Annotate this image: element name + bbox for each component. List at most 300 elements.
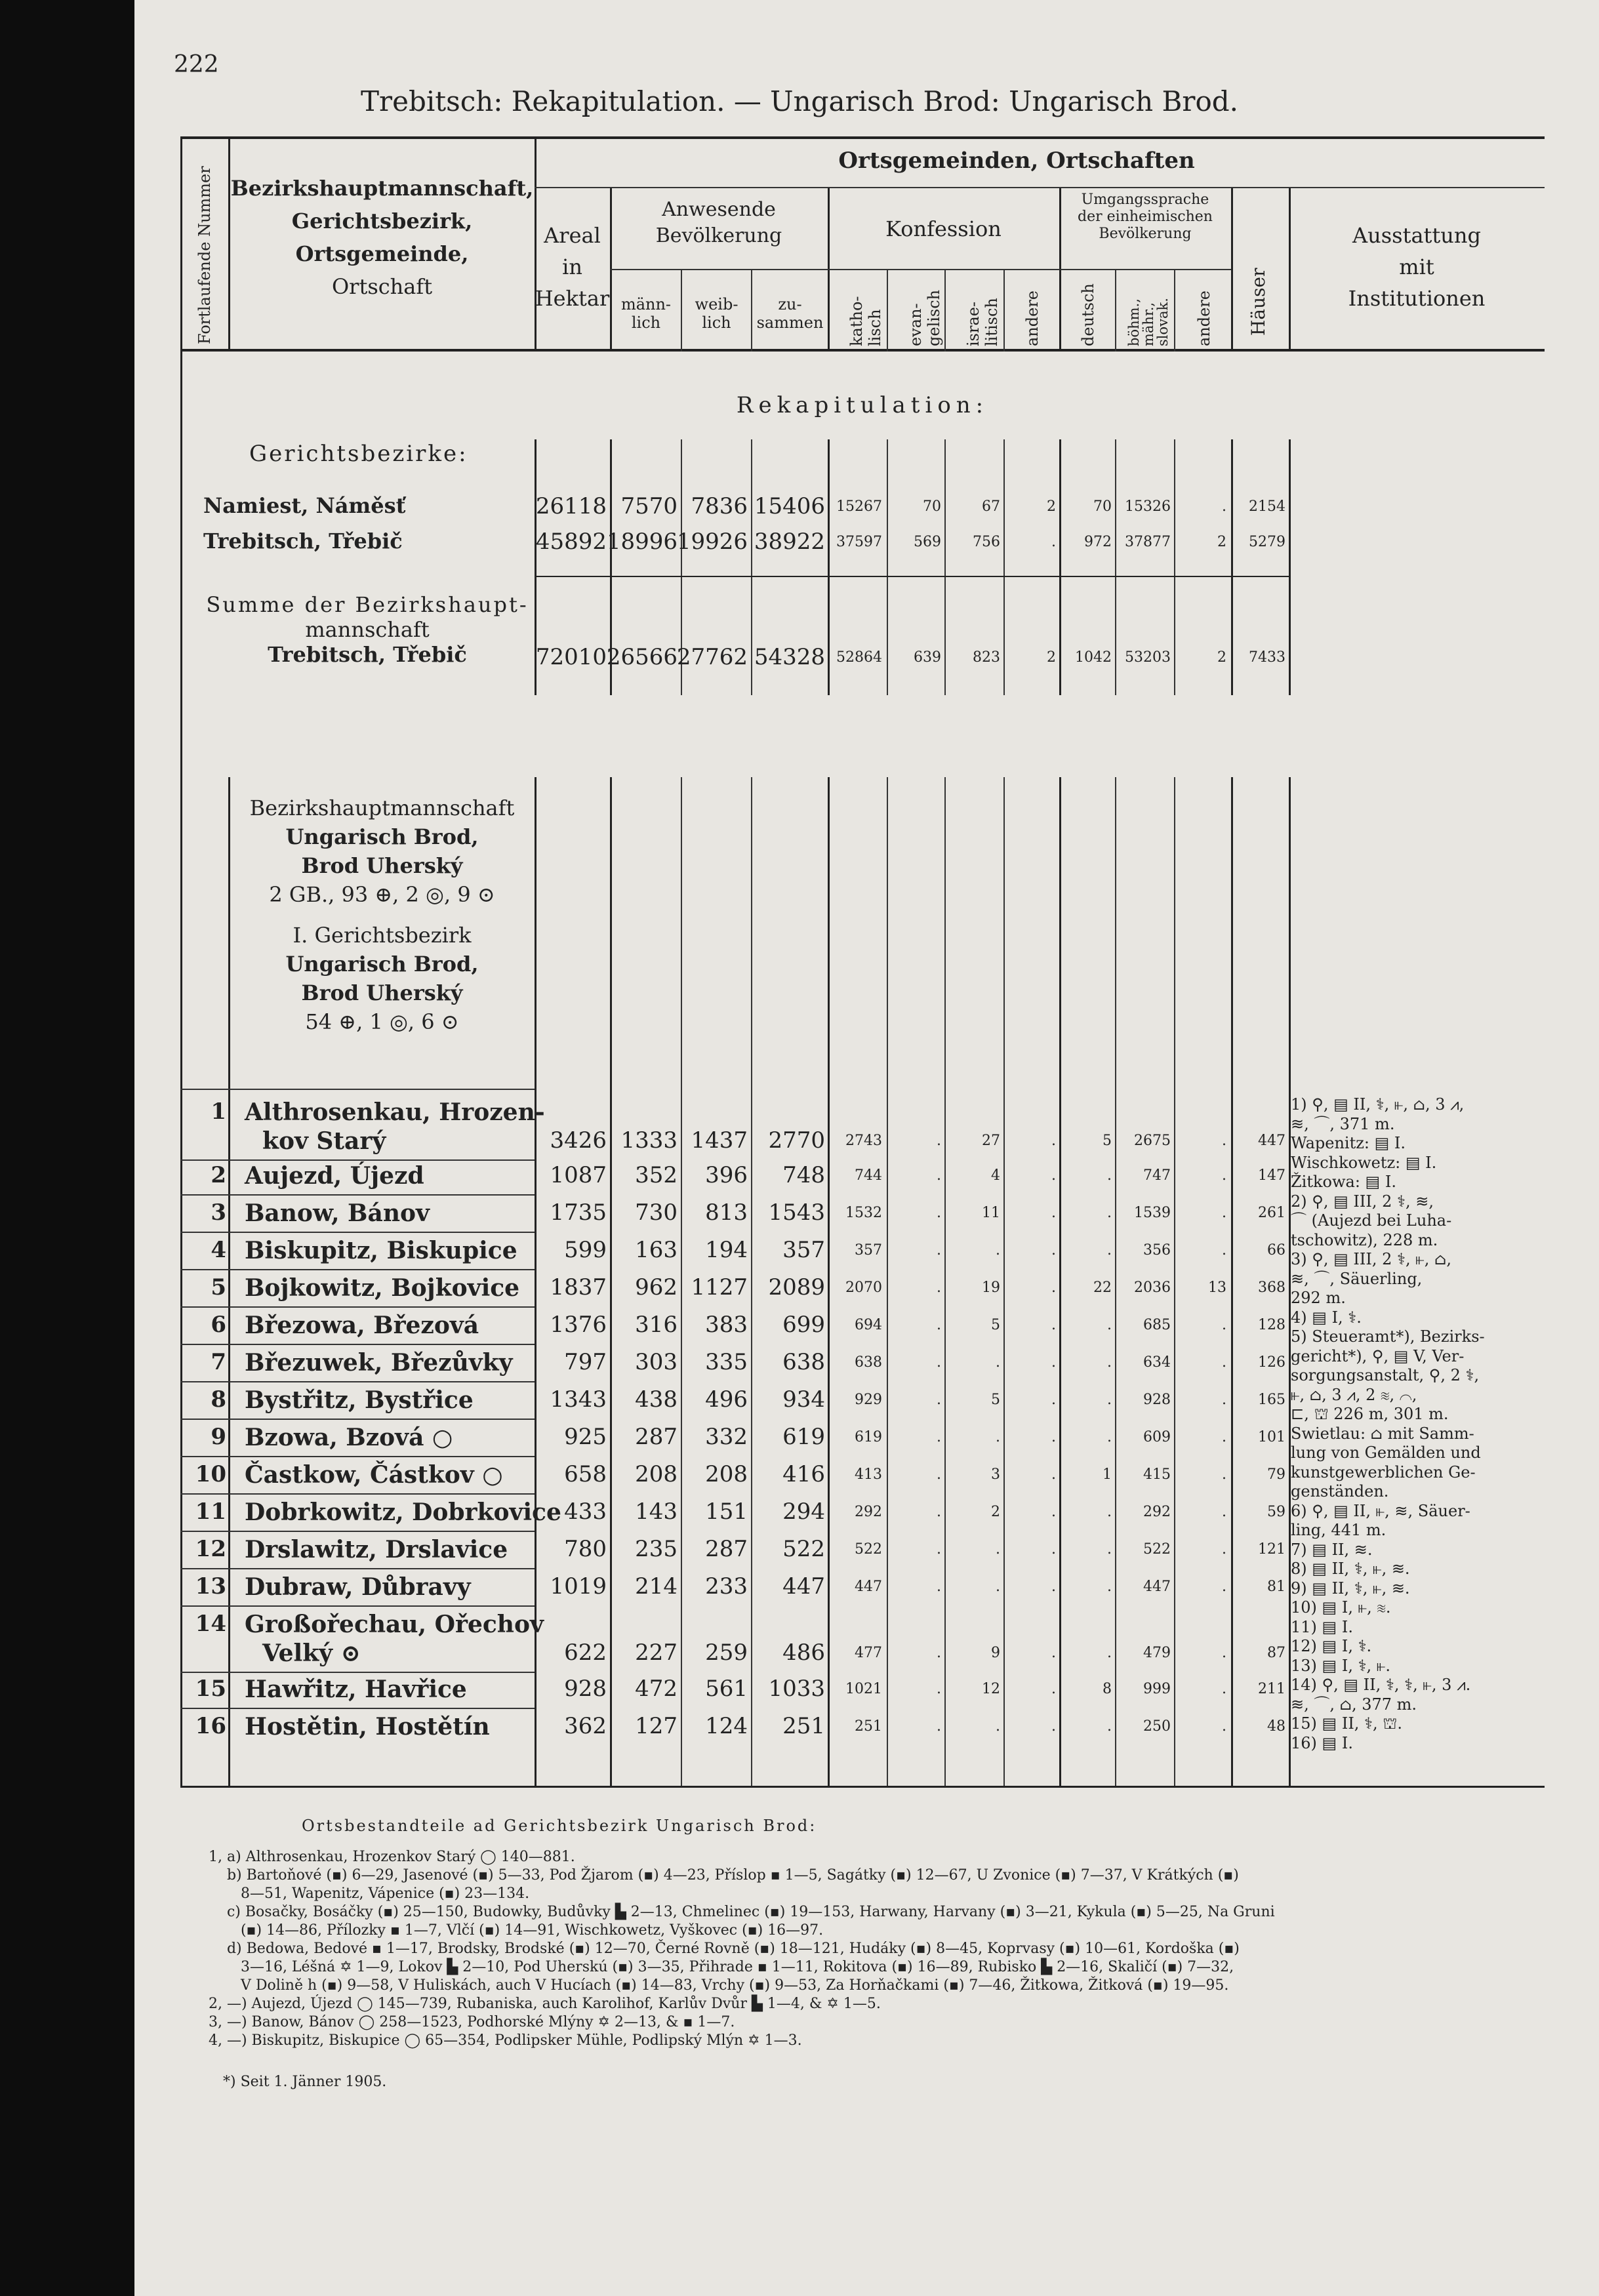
col-name-line3: Ortsgemeinde,: [295, 241, 469, 266]
row-15-isr: 12: [982, 1681, 1000, 1697]
row-1-haeuser: 447: [1258, 1133, 1285, 1149]
row-name: Březowa, Březová: [245, 1312, 479, 1339]
konf-div2: [944, 269, 946, 352]
row-13-andere: .: [1222, 1579, 1226, 1595]
row-8-andere: .: [1222, 1392, 1226, 1408]
haeuser-header: Häuser: [1247, 268, 1269, 336]
header-bottom-rule: [180, 349, 1545, 352]
konf-sub-rule: [828, 269, 1059, 270]
row-11-haeuser: 59: [1267, 1504, 1285, 1520]
row-4-z: 357: [782, 1237, 825, 1263]
row-7-isr: .: [996, 1354, 1000, 1371]
row-5-andere: 13: [1208, 1279, 1226, 1296]
row-9-z: 619: [782, 1424, 825, 1450]
note-line: 16) ▤ I.: [1291, 1733, 1353, 1752]
row-12-andere: .: [1222, 1541, 1226, 1558]
row-10-m: 208: [635, 1461, 678, 1487]
rekap-row-0-and: 2: [1047, 498, 1056, 515]
rekap-rule-13: [1289, 439, 1291, 695]
row-5-evang: .: [937, 1279, 941, 1296]
rekap-row-1-haeuser: 5279: [1249, 534, 1285, 550]
row-14-kath: 477: [855, 1645, 882, 1661]
summe-label: [203, 592, 531, 667]
row-10-boehm: 415: [1143, 1466, 1171, 1483]
row-2-deutsch: .: [1107, 1167, 1112, 1184]
row-separator: [180, 1159, 535, 1161]
row-2-and: .: [1051, 1167, 1056, 1184]
summe-and: 2: [1047, 649, 1056, 666]
ortsbestandteile-line: d) Bedowa, Bedové ▪ 1—17, Brodsky, Brodské (▪) 12—70, Černé Rovně (▪) 18—121, Hudáky (▪) 8—45, Koprvasy (▪) 10—61, Kordoška (▪): [209, 1941, 1240, 1957]
ortsbestandteile-line: c) Bosačky, Bosáčky (▪) 25—150, Budowky, Budůvky ▙ 2—13, Chmelinec (▪) 19—153, Harwany, Harvany (▪) 3—21, Kykula (▪) 5—25, Na Gruni: [209, 1904, 1275, 1920]
col-name-header: [230, 172, 535, 303]
row-2-kath: 744: [855, 1167, 882, 1184]
rekap-row-0-evang: 70: [923, 498, 941, 515]
row-13-evang: .: [937, 1579, 941, 1595]
rekap-row-1-deutsch: 972: [1084, 534, 1112, 550]
ausstattung-line1: Ausstattung: [1352, 223, 1481, 248]
row-9-deutsch: .: [1107, 1429, 1112, 1445]
rekap-row-1-isr: 756: [973, 534, 1000, 550]
row-12-areal: 780: [564, 1536, 607, 1562]
summe-z: 54328: [754, 644, 825, 670]
ortsbestandteile-line: V Dolině h (▪) 9—58, V Huliskách, auch V Hucíach (▪) 14—83, Vrchy (▪) 9—53, Za Horňačkami (▪) 7—46, Žitkowa, Žitková (▪) 19—95.: [209, 1977, 1229, 1994]
note-line: ≋, ⌒, ⌂, 377 m.: [1291, 1695, 1417, 1714]
row-1-w: 1437: [691, 1127, 748, 1154]
row-name-cont: Velký ⊙: [262, 1640, 361, 1667]
row-3-andere: .: [1222, 1205, 1226, 1221]
row-12-deutsch: .: [1107, 1541, 1112, 1558]
rekapitulation-title: Rekapitulation:: [736, 392, 989, 418]
rekap-row-name: Namiest, Náměsť: [203, 493, 406, 518]
row-separator: [180, 1419, 535, 1420]
note-line: 13) ▤ I, ⚕, ⫦.: [1291, 1656, 1390, 1675]
zusammen-header: zu-sammen: [756, 295, 824, 332]
row-4-boehm: 356: [1143, 1242, 1171, 1259]
areal-line3: Hektar: [535, 286, 610, 311]
row-14-haeuser: 87: [1267, 1645, 1285, 1661]
row-2-z: 748: [782, 1162, 825, 1188]
row-1-areal: 3426: [550, 1127, 607, 1154]
row-9-w: 332: [705, 1424, 748, 1450]
row-separator: [180, 1232, 535, 1233]
rekap-row-1-kath: 37597: [836, 534, 882, 550]
ortsbestandteile-title: Ortsbestandteile ad Gerichtsbezirk Ungarisch Brod:: [302, 1817, 817, 1835]
row-1-z: 2770: [768, 1127, 825, 1154]
row-9-isr: .: [996, 1429, 1000, 1445]
note-line: 3) ⚲, ▤ III, 2 ⚕, ⫦, ⌂,: [1291, 1250, 1451, 1268]
row-2-w: 396: [705, 1162, 748, 1188]
konfession-header: Konfession: [885, 216, 1002, 241]
row-14-z: 486: [782, 1640, 825, 1666]
row-5-z: 2089: [768, 1274, 825, 1300]
row-15-deutsch: 8: [1103, 1681, 1112, 1697]
note-line: ⊏, ⛫ 226 m, 301 m.: [1291, 1405, 1449, 1423]
summe-w: 27762: [676, 644, 748, 670]
row-14-and: .: [1051, 1645, 1056, 1661]
summe-kath: 52864: [836, 649, 882, 666]
row-4-m: 163: [635, 1237, 678, 1263]
row-6-z: 699: [782, 1312, 825, 1338]
note-line: 2) ⚲, ▤ III, 2 ⚕, ≋,: [1291, 1192, 1434, 1211]
row-separator: [180, 1672, 535, 1673]
ausstattung-line3: Institutionen: [1348, 286, 1486, 311]
summe-evang: 639: [914, 649, 941, 666]
row-13-kath: 447: [855, 1579, 882, 1595]
row-11-and: .: [1051, 1504, 1056, 1520]
row-7-kath: 638: [855, 1354, 882, 1371]
rekap-row-1-evang: 569: [914, 534, 941, 550]
row-14-deutsch: .: [1107, 1645, 1112, 1661]
row-14-areal: 622: [564, 1640, 607, 1666]
row-5-and: .: [1051, 1279, 1056, 1296]
row-15-evang: .: [937, 1681, 941, 1697]
note-line: 292 m.: [1291, 1289, 1346, 1307]
note-line: Wapenitz: ▤ I.: [1291, 1134, 1406, 1152]
note-line: 12) ▤ I, ⚕.: [1291, 1637, 1372, 1655]
maennlich-header: männ-lich: [620, 295, 672, 332]
row-15-z: 1033: [768, 1676, 825, 1702]
row-1-evang: .: [937, 1133, 941, 1149]
row-16-isr: .: [996, 1718, 1000, 1735]
row-10-isr: 3: [991, 1466, 1000, 1483]
row-16-andere: .: [1222, 1718, 1226, 1735]
row-6-boehm: 685: [1143, 1317, 1171, 1333]
row-10-z: 416: [782, 1461, 825, 1487]
row-12-evang: .: [937, 1541, 941, 1558]
rekap-row-1-z: 38922: [754, 529, 825, 555]
summe-line3: Trebitsch, Třebič: [268, 642, 467, 667]
note-line: 11) ▤ I.: [1291, 1617, 1353, 1636]
row-15-andere: .: [1222, 1681, 1226, 1697]
row-13-isr: .: [996, 1579, 1000, 1595]
summe-deutsch: 1042: [1075, 649, 1112, 666]
row-number: 15: [195, 1676, 226, 1702]
bev-sub-rule: [610, 269, 828, 270]
row-7-boehm: 634: [1143, 1354, 1171, 1371]
row-number: 9: [211, 1424, 226, 1450]
row-3-m: 730: [635, 1199, 678, 1226]
row-10-deutsch: 1: [1103, 1466, 1112, 1483]
bh-name1: Ungarisch Brod,: [285, 824, 479, 849]
summe-line2: mannschaft: [305, 617, 430, 642]
row-number: 13: [195, 1573, 226, 1600]
row-5-boehm: 2036: [1134, 1279, 1171, 1296]
gerichtsbezirke-label: Gerichtsbezirke:: [249, 441, 468, 467]
row-separator: [180, 1269, 535, 1270]
row-4-kath: 357: [855, 1242, 882, 1259]
row-2-andere: .: [1222, 1167, 1226, 1184]
row-12-m: 235: [635, 1536, 678, 1562]
row-name: Bzowa, Bzová ○: [245, 1424, 453, 1451]
row-6-areal: 1376: [550, 1312, 607, 1338]
note-line: 7) ▤ II, ≋.: [1291, 1540, 1373, 1559]
andere-konf-header: andere: [1023, 290, 1042, 346]
row-1-boehm: 2675: [1134, 1133, 1171, 1149]
rekap-row-0-haeuser: 2154: [1249, 498, 1285, 515]
row-name: Banow, Bánov: [245, 1199, 430, 1227]
rekap-row-0-andere: .: [1222, 498, 1226, 515]
row-name: Březuwek, Březůvky: [245, 1349, 513, 1377]
note-line: ≋, ⌒, 371 m.: [1291, 1114, 1395, 1133]
areal-header: [535, 220, 610, 314]
row-separator: [180, 1493, 535, 1495]
row-12-z: 522: [782, 1536, 825, 1562]
row-16-haeuser: 48: [1267, 1718, 1285, 1735]
row-3-boehm: 1539: [1134, 1205, 1171, 1221]
note-line: 6) ⚲, ▤ II, ⫦, ≋, Säuer-: [1291, 1501, 1470, 1520]
row-separator: [180, 1306, 535, 1308]
row-1-isr: 27: [982, 1133, 1000, 1149]
row-4-isr: .: [996, 1242, 1000, 1259]
row-3-areal: 1735: [550, 1199, 607, 1226]
rekap-row-0-m: 7570: [620, 493, 678, 519]
row-name: Hostětin, Hostětín: [245, 1713, 490, 1741]
row-name: Častkow, Částkov ○: [245, 1461, 503, 1489]
ortsbestandteile-line: 3, —) Banow, Bánov ◯ 258—1523, Podhorské Mlýny ✡ 2—13, & ▪ 1—7.: [209, 2014, 735, 2030]
row-8-m: 438: [635, 1386, 678, 1413]
note-line: ⫦, ⌂, 3 ⩘, 2 ≋, ⌒,: [1291, 1385, 1417, 1404]
row-5-m: 962: [635, 1274, 678, 1300]
anwesende-line1: Anwesende: [662, 198, 776, 221]
rekap-row-0-z: 15406: [754, 493, 825, 519]
summe-areal: 72010: [535, 644, 607, 670]
row-16-kath: 251: [855, 1718, 882, 1735]
row-11-isr: 2: [991, 1504, 1000, 1520]
row-8-evang: .: [937, 1392, 941, 1408]
row-name: Dubraw, Důbravy: [245, 1573, 471, 1601]
note-line: sorgungsanstalt, ⚲, 2 ⚕,: [1291, 1366, 1480, 1384]
boehm-header: böhm., mähr., slovak.: [1126, 298, 1171, 346]
row-6-kath: 694: [855, 1317, 882, 1333]
row-12-isr: .: [996, 1541, 1000, 1558]
row-5-isr: 19: [982, 1279, 1000, 1296]
row-13-areal: 1019: [550, 1573, 607, 1600]
row-16-z: 251: [782, 1713, 825, 1739]
areal-line1: Areal: [544, 223, 601, 248]
row-name: Drslawitz, Drslavice: [245, 1536, 508, 1563]
rekap-row-1-andere: 2: [1217, 534, 1226, 550]
spr-div1: [1115, 269, 1116, 352]
row-8-boehm: 928: [1143, 1392, 1171, 1408]
col-name-line2: Gerichtsbezirk,: [291, 209, 473, 233]
row-separator: [180, 1194, 535, 1196]
row-separator: [180, 1344, 535, 1345]
row-2-m: 352: [635, 1162, 678, 1188]
row-15-areal: 928: [564, 1676, 607, 1702]
row-8-areal: 1343: [550, 1386, 607, 1413]
row-number: 12: [195, 1536, 226, 1562]
row-name: Bojkowitz, Bojkovice: [245, 1274, 520, 1302]
row-3-z: 1543: [768, 1199, 825, 1226]
note-line: Swietlau: ⌂ mit Samm-: [1291, 1424, 1474, 1443]
ortsgemeinden-label: Ortsgemeinden, Ortschaften: [838, 148, 1195, 174]
row-name-cont: kov Starý: [262, 1127, 386, 1155]
page-number: 222: [174, 51, 219, 78]
row-8-isr: 5: [991, 1392, 1000, 1408]
anwesende-header: [610, 197, 828, 249]
row-6-haeuser: 128: [1258, 1317, 1285, 1333]
row-6-deutsch: .: [1107, 1317, 1112, 1333]
row-3-haeuser: 261: [1258, 1205, 1285, 1221]
rekap-row-1-m: 18996: [606, 529, 678, 555]
row-number: 2: [211, 1162, 226, 1188]
row-8-z: 934: [782, 1386, 825, 1413]
summe-m: 26566: [606, 644, 678, 670]
note-line: 10) ▤ I, ⫦, ≋.: [1291, 1598, 1391, 1617]
row-3-w: 813: [705, 1199, 748, 1226]
row-number: 11: [195, 1499, 226, 1525]
umgang-line2: der einheimischen: [1078, 209, 1213, 225]
note-line: 4) ▤ I, ⚕.: [1291, 1308, 1362, 1327]
row-8-haeuser: 165: [1258, 1392, 1285, 1408]
row-9-areal: 925: [564, 1424, 607, 1450]
row-7-w: 335: [705, 1349, 748, 1375]
summe-haeuser: 7433: [1249, 649, 1285, 666]
spr-sub-rule: [1059, 269, 1231, 270]
row-3-deutsch: .: [1107, 1205, 1112, 1221]
ortsbestandteile-line: 2, —) Aujezd, Újezd ◯ 145—739, Rubaniska, auch Karolihof, Karlův Dvůr ▙ 1—4, & ✡ 1—5.: [209, 1996, 881, 2012]
row-10-evang: .: [937, 1466, 941, 1483]
note-line: ≋, ⌒, Säuerling,: [1291, 1269, 1423, 1288]
rekap-row-1-areal: 45892: [535, 529, 607, 555]
row-11-kath: 292: [855, 1504, 882, 1520]
row-number: 7: [211, 1349, 226, 1375]
row-13-and: .: [1051, 1579, 1056, 1595]
row-9-haeuser: 101: [1258, 1429, 1285, 1445]
ortsbestandteile-line: 4, —) Biskupitz, Biskupice ◯ 65—354, Podlipsker Mühle, Podlipský Mlýn ✡ 1—3.: [209, 2032, 802, 2049]
row-5-kath: 2070: [845, 1279, 882, 1296]
row-10-and: .: [1051, 1466, 1056, 1483]
row-4-haeuser: 66: [1267, 1242, 1285, 1259]
row-2-haeuser: 147: [1258, 1167, 1285, 1184]
ortsbestandteile-line: 1, a) Althrosenkau, Hrozenkov Starý ◯ 140—881.: [209, 1849, 575, 1865]
row-15-kath: 1021: [845, 1681, 882, 1697]
row-14-w: 259: [705, 1640, 748, 1666]
row-11-andere: .: [1222, 1504, 1226, 1520]
row-16-w: 124: [705, 1713, 748, 1739]
row-11-m: 143: [635, 1499, 678, 1525]
summe-andere: 2: [1217, 649, 1226, 666]
row-14-isr: 9: [991, 1645, 1000, 1661]
summe-isr: 823: [973, 649, 1000, 666]
row-16-areal: 362: [564, 1713, 607, 1739]
row-number: 4: [211, 1237, 226, 1263]
row-2-isr: 4: [991, 1167, 1000, 1184]
row-10-haeuser: 79: [1267, 1466, 1285, 1483]
sprache-col-rule: [1231, 187, 1233, 352]
running-header: Trebitsch: Rekapitulation. — Ungarisch Brod: Ungarisch Brod.: [361, 85, 1238, 117]
row-separator: [180, 1605, 535, 1607]
row-separator: [180, 1708, 535, 1709]
row-15-and: .: [1051, 1681, 1056, 1697]
row-2-areal: 1087: [550, 1162, 607, 1188]
row-12-and: .: [1051, 1541, 1056, 1558]
andere-spr-header: andere: [1195, 290, 1213, 346]
row-12-haeuser: 121: [1258, 1541, 1285, 1558]
row-13-w: 233: [705, 1573, 748, 1600]
ortsbestandteile-line: b) Bartoňové (▪) 6—29, Jasenové (▪) 5—33, Pod Žjarom (▪) 4—23, Příslop ▪ 1—5, Sagátky (▪) 12—67, U Zvonice (▪) 7—37, V Krátkých (▪): [209, 1867, 1239, 1883]
row-11-areal: 433: [564, 1499, 607, 1525]
rekap-row-0-deutsch: 70: [1093, 498, 1112, 515]
rekap-row-0-areal: 26118: [535, 493, 607, 519]
row-3-kath: 1532: [845, 1205, 882, 1221]
row-7-evang: .: [937, 1354, 941, 1371]
anwesende-line2: Bevölkerung: [655, 224, 782, 247]
row-name: Bystřitz, Bystřice: [245, 1386, 474, 1414]
row-11-w: 151: [705, 1499, 748, 1525]
row-1-deutsch: 5: [1103, 1133, 1112, 1149]
note-line: Žitkowa: ▤ I.: [1291, 1173, 1396, 1191]
row-11-boehm: 292: [1143, 1504, 1171, 1520]
row-13-haeuser: 81: [1267, 1579, 1285, 1595]
table-left-rule: [180, 136, 182, 1786]
row-8-and: .: [1051, 1392, 1056, 1408]
note-line: kunstgewerblichen Ge-: [1291, 1462, 1476, 1481]
umgangssprache-header: [1059, 191, 1231, 243]
ortsgemeinden-rule: [535, 187, 1545, 188]
konf-div1: [887, 269, 888, 352]
star-footnote: *) Seit 1. Jänner 1905.: [223, 2074, 387, 2090]
row-13-z: 447: [782, 1573, 825, 1600]
row-16-and: .: [1051, 1718, 1056, 1735]
row-number: 5: [211, 1274, 226, 1300]
row-11-deutsch: .: [1107, 1504, 1112, 1520]
row-10-kath: 413: [855, 1466, 882, 1483]
row-1-andere: .: [1222, 1133, 1226, 1149]
rekap-row-1-boehm: 37877: [1125, 534, 1171, 550]
note-line: 8) ▤ II, ⚕, ⫦, ≋.: [1291, 1560, 1410, 1578]
note-line: genständen.: [1291, 1482, 1389, 1500]
note-line: lung von Gemälden und: [1291, 1443, 1481, 1462]
row-5-areal: 1837: [550, 1274, 607, 1300]
areal-line2: in: [562, 254, 582, 279]
rekap-sum-rule: [535, 576, 1289, 577]
row-6-m: 316: [635, 1312, 678, 1338]
row-11-z: 294: [782, 1499, 825, 1525]
row-7-z: 638: [782, 1349, 825, 1375]
row-4-w: 194: [705, 1237, 748, 1263]
bh-label: Bezirkshauptmannschaft: [249, 796, 515, 820]
row-3-and: .: [1051, 1205, 1056, 1221]
gb-name1: Ungarisch Brod,: [285, 952, 479, 977]
row-14-boehm: 479: [1143, 1645, 1171, 1661]
rekap-row-1-w: 19926: [676, 529, 748, 555]
row-11-evang: .: [937, 1504, 941, 1520]
row-3-evang: .: [937, 1205, 941, 1221]
gb-name2: Brod Uherský: [301, 980, 463, 1005]
col-nummer-label: Fortlaufende Nummer: [195, 166, 214, 344]
note-line: 9) ▤ II, ⚕, ⫦, ≋.: [1291, 1579, 1410, 1598]
row-1-kath: 2743: [845, 1133, 882, 1149]
row-6-isr: 5: [991, 1317, 1000, 1333]
row-8-deutsch: .: [1107, 1392, 1112, 1408]
row-number: 8: [211, 1386, 226, 1413]
row-15-boehm: 999: [1143, 1681, 1171, 1697]
table-top-rule: [180, 136, 1545, 139]
rekap-row-0-w: 7836: [691, 493, 748, 519]
bh-stats: 2 GB., 93 ⊕, 2 ◎, 9 ⊙: [269, 882, 495, 907]
row-name: Althrosenkau, Hrozen-: [245, 1098, 545, 1126]
ortsbestandteile-line: 8—51, Wapenitz, Vápenice (▪) 23—134.: [209, 1885, 530, 1902]
row-12-boehm: 522: [1143, 1541, 1171, 1558]
row-separator: [180, 1531, 535, 1532]
row-name: Großořechau, Ořechov: [245, 1611, 544, 1638]
rekap-rule-4: [751, 439, 752, 695]
body-w-rule: [751, 777, 752, 1786]
ortsbestandteile-line: 3—16, Léšná ✡ 1—9, Lokov ▙ 2—10, Pod Uherskú (▪) 3—35, Přihrade ▪ 1—11, Rokitova (▪) 16—89, Rubisko ▙ 2—16, Skaličí (▪) 7—32,: [209, 1959, 1234, 1975]
row-14-evang: .: [937, 1645, 941, 1661]
row-15-m: 472: [635, 1676, 678, 1702]
